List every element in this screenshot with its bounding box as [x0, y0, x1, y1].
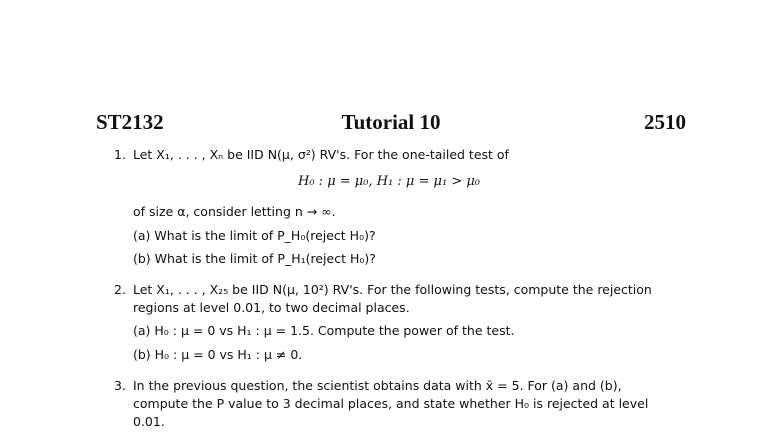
question-3-line-1: In the previous question, the scientist obtains data with x̄ = 5. For (a) and (b),: [133, 378, 622, 393]
question-2-part-a: (a) H₀ : μ = 0 vs H₁ : μ = 1.5. Compute the power of the test.: [133, 323, 515, 338]
question-1-part-a: (a) What is the limit of P_H₀(reject H₀)?: [133, 228, 376, 243]
question-1-line-2: of size α, consider letting n → ∞.: [133, 204, 336, 219]
question-1-line-1: Let X₁, . . . , Xₙ be IID N(μ, σ²) RV's. For the one-tailed test of: [133, 147, 509, 162]
question-3-line-3: 0.01.: [133, 414, 165, 429]
course-code: ST2132: [96, 110, 164, 134]
question-2-line-2: regions at level 0.01, to two decimal places.: [133, 300, 410, 315]
question-1-part-b: (b) What is the limit of P_H₁(reject H₀)?: [133, 251, 376, 266]
document-header: [96, 110, 686, 138]
question-2-part-b: (b) H₀ : μ = 0 vs H₁ : μ ≠ 0.: [133, 347, 303, 362]
document-number: 2510: [644, 110, 686, 134]
question-3-number: 3.: [114, 378, 126, 393]
question-1-number: 1.: [114, 147, 126, 162]
question-2-number: 2.: [114, 282, 126, 297]
question-3-line-2: compute the P value to 3 decimal places, and state whether H₀ is rejected at level: [133, 396, 649, 411]
question-2-line-1: Let X₁, . . . , X₂₅ be IID N(μ, 10²) RV's. For the following tests, compute the rejection: [133, 282, 652, 297]
tutorial-title: Tutorial 10: [341, 110, 441, 134]
question-1-hypotheses: H₀ : μ = μ₀, H₁ : μ = μ₁ > μ₀: [298, 174, 480, 189]
